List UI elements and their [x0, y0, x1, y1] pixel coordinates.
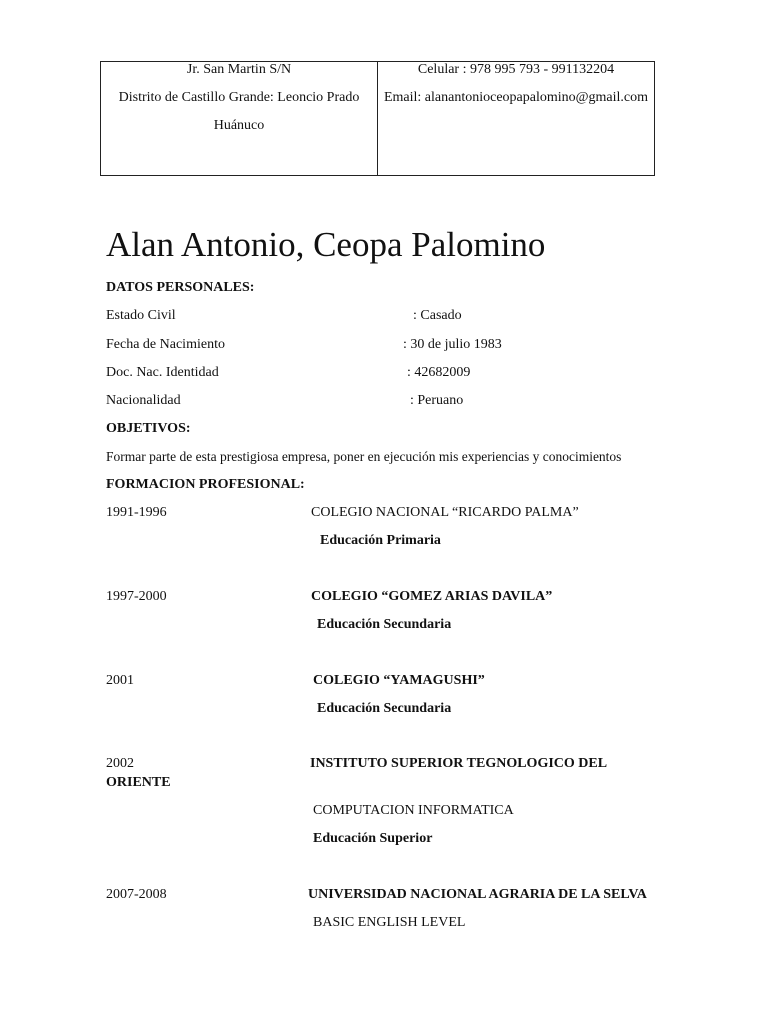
education-institution: COLEGIO “YAMAGUSHI”	[313, 673, 485, 688]
header-box	[100, 61, 655, 176]
education-program: COMPUTACION INFORMATICA	[313, 803, 514, 818]
personal-label-birth: Fecha de Nacimiento	[106, 337, 225, 352]
personal-label-id: Doc. Nac. Identidad	[106, 365, 219, 380]
objectives-heading: OBJETIVOS:	[106, 421, 191, 436]
personal-value-id: : 42682009	[407, 365, 471, 380]
phone-line: Celular : 978 995 793 - 991132204	[417, 62, 615, 77]
address-line-3: Huánuco	[213, 118, 265, 133]
education-institution-continued: ORIENTE	[106, 775, 171, 790]
address-line-1: Jr. San Martin S/N	[186, 62, 292, 77]
personal-label-nationality: Nacionalidad	[106, 393, 181, 408]
education-program: BASIC ENGLISH LEVEL	[313, 915, 466, 930]
education-institution: COLEGIO NACIONAL “RICARDO PALMA”	[311, 505, 579, 520]
education-level: Educación Superior	[313, 831, 433, 846]
education-heading: FORMACION PROFESIONAL:	[106, 477, 305, 492]
education-years: 1997-2000	[106, 589, 167, 604]
personal-heading: DATOS PERSONALES:	[106, 280, 255, 295]
page-title: Alan Antonio, Ceopa Palomino	[106, 225, 546, 264]
education-level: Educación Primaria	[320, 533, 441, 548]
objectives-text: Formar parte de esta prestigiosa empresa, poner en ejecución mis experiencias y conocimientos	[106, 449, 622, 464]
education-institution: COLEGIO “GOMEZ ARIAS DAVILA”	[311, 589, 553, 604]
address-line-2: Distrito de Castillo Grande: Leoncio Prado	[118, 90, 360, 105]
email-line: Email: alanantonioceopapalomino@gmail.com	[383, 90, 649, 105]
personal-value-nationality: : Peruano	[410, 393, 464, 408]
personal-label-civil: Estado Civil	[106, 308, 176, 323]
education-years: 2002	[106, 756, 134, 771]
education-years: 2007-2008	[106, 887, 167, 902]
education-years: 1991-1996	[106, 505, 167, 520]
education-years: 2001	[106, 673, 134, 688]
header-divider	[377, 62, 378, 175]
education-institution: UNIVERSIDAD NACIONAL AGRARIA DE LA SELVA	[308, 887, 647, 902]
education-institution: INSTITUTO SUPERIOR TEGNOLOGICO DEL	[310, 756, 608, 771]
personal-value-civil: : Casado	[413, 308, 462, 323]
education-level: Educación Secundaria	[317, 701, 452, 716]
education-level: Educación Secundaria	[317, 617, 452, 632]
personal-value-birth: : 30 de julio 1983	[403, 337, 502, 352]
